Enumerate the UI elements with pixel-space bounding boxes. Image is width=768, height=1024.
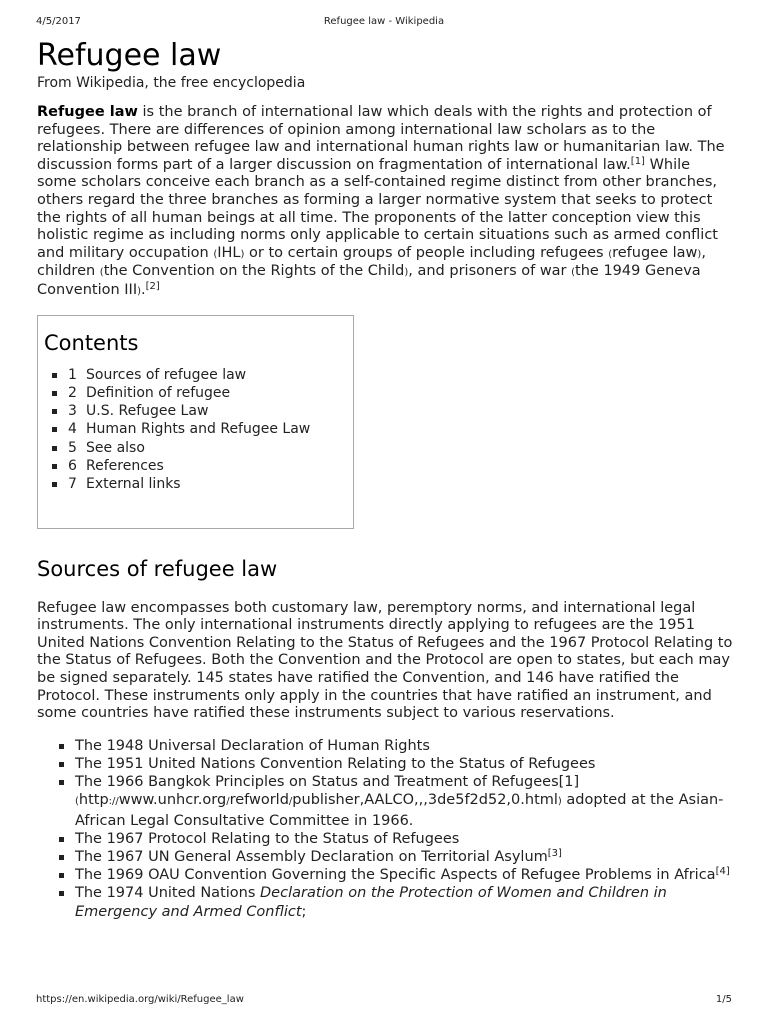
paren-close: ) <box>404 267 409 279</box>
list-item-italic[interactable]: Declaration on the Protection of Women and Children in Emergency and Armed Conflict <box>75 885 667 920</box>
intro-text-4: , children <box>37 244 706 280</box>
list-item[interactable]: The 1967 Protocol Relating to the Status of Refugees <box>75 830 733 848</box>
list-item-suffix: ; <box>301 903 307 920</box>
toc-item-see-also[interactable] <box>68 439 353 457</box>
reference-link-4[interactable]: [4] <box>715 866 730 878</box>
section-heading-sources: Sources of refugee law <box>37 556 278 581</box>
list-item <box>75 866 733 884</box>
url-part[interactable]: publisher,AALCO,,,3de5f2d52,0.html <box>292 792 558 809</box>
list-item-tail: adopted at the Asian-African Legal Consultative Committee in 1966. <box>75 792 724 829</box>
toc-number: 7 <box>68 476 77 493</box>
tagline: From Wikipedia, the free encyclopedia <box>37 75 306 91</box>
page-title: Refugee law <box>37 38 222 73</box>
list-item-text[interactable]: The 1967 UN General Assembly Declaration on Territorial Asylum <box>75 848 548 865</box>
url-separator: / <box>226 796 230 808</box>
url-part[interactable]: www.unhcr.org <box>118 792 227 809</box>
paren-close: ) <box>137 285 141 297</box>
sources-list <box>37 737 733 921</box>
paren-open: ( <box>99 267 104 279</box>
toc-number: 3 <box>68 403 77 420</box>
toc-label: Definition of refugee <box>86 384 231 401</box>
url-separator: / <box>288 796 293 808</box>
list-item-text[interactable]: The 1969 OAU Convention Governing the Specific Aspects of Refugee Problems in Africa <box>75 867 716 884</box>
toc-label: Human Rights and Refugee Law <box>86 421 311 438</box>
toc-number: 1 <box>68 366 77 383</box>
print-date: 4/5/2017 <box>36 16 81 27</box>
toc-item-definition[interactable] <box>68 384 353 402</box>
reference-link-3[interactable]: [3] <box>547 847 562 859</box>
ihl-text: IHL <box>217 244 241 261</box>
paren-close: ) <box>697 248 702 260</box>
url-part[interactable]: http <box>78 792 109 809</box>
paren-open: ( <box>608 248 613 260</box>
toc-label: External links <box>86 476 181 493</box>
toc-number: 4 <box>68 421 77 438</box>
page-number: 1/5 <box>715 994 732 1005</box>
url-part[interactable]: refworld <box>229 792 289 809</box>
paren-close: ) <box>240 248 245 260</box>
toc-item-references[interactable] <box>68 457 353 475</box>
toc-label: U.S. Refugee Law <box>86 403 209 420</box>
toc-number: 5 <box>68 439 77 456</box>
refugee-law-text: refugee law <box>612 244 698 261</box>
intro-text-2: While some scholars conceive each branch as a self-contained regime distinct from other branches, others regard the three branches as forming a larger normative system that seeks to protect the rights of all human beings at all time. The proponents of the latter conception view this holistic regime as including norms only applicable to certain situations such as armed conflict and military occupation <box>37 156 718 261</box>
list-item[interactable]: The 1951 United Nations Convention Relating to the Status of Refugees <box>75 755 733 773</box>
paren-open: ( <box>213 248 218 260</box>
print-page-title: Refugee law - Wikipedia <box>323 16 445 27</box>
reference-link-1[interactable]: [1] <box>630 155 645 167</box>
print-url: https://en.wikipedia.org/wiki/Refugee_law <box>36 994 244 1005</box>
paren-open: ( <box>75 796 79 808</box>
section-divider <box>37 588 733 589</box>
list-item <box>75 848 733 866</box>
toc-item-sources[interactable] <box>68 366 353 384</box>
list-item-prefix: The 1974 United Nations <box>75 885 261 902</box>
geneva-text: the 1949 Geneva Convention III <box>37 263 701 298</box>
intro-text-1: is the branch of international law which deals with the rights and protection of refugees. There are differences of opinion among international law scholars as to the relationship between refugee law and international human rights law or humanitarian law. The discussion forms part of a larger discussion on fragmentation of international law. <box>37 104 725 173</box>
toc-item-us-law[interactable] <box>68 402 353 420</box>
paren-close: ) <box>557 796 562 808</box>
toc-list <box>44 366 353 494</box>
url-separator: :// <box>108 796 119 808</box>
intro-text-3: or to certain groups of people including refugees <box>244 244 609 261</box>
list-item <box>75 773 733 830</box>
list-item <box>75 884 733 920</box>
intro-bold-term: Refugee law <box>37 104 138 120</box>
toc-label: References <box>86 458 164 475</box>
toc-number: 6 <box>68 458 77 475</box>
crc-text: the Convention on the Rights of the Child <box>103 263 405 280</box>
toc-number: 2 <box>68 384 77 401</box>
toc-label: See also <box>86 439 145 456</box>
intro-paragraph <box>37 104 733 301</box>
list-item-text[interactable]: The 1966 Bangkok Principles on Status and Treatment of Refugees[1] <box>75 774 580 791</box>
paren-open: ( <box>571 267 576 279</box>
sources-paragraph: Refugee law encompasses both customary law, peremptory norms, and international legal instruments. The only international instruments directly applying to refugees are the 1951 United Nations Convention Relating to the Status of Refugees and the 1967 Protocol Relating to the Status of Refugees. Both the Convention and the Protocol are open to states, but each may be signed separately. 145 states have ratified the Convention, and 146 have ratified the Protocol. These instruments only apply in the countries that have ratified an instrument, and some countries have ratified these instruments subject to various reservations. <box>37 599 733 722</box>
article-content <box>37 38 733 921</box>
toc-item-human-rights[interactable] <box>68 420 353 438</box>
toc-label: Sources of refugee law <box>86 366 247 383</box>
list-item[interactable]: The 1948 Universal Declaration of Human Rights <box>75 737 733 755</box>
toc-title: Contents <box>44 330 139 355</box>
intro-text-5: , and prisoners of war <box>408 263 572 280</box>
toc-item-external-links[interactable] <box>68 475 353 493</box>
reference-link-2[interactable]: [2] <box>145 280 160 292</box>
table-of-contents <box>37 315 354 529</box>
intro-text-6: . <box>141 281 146 298</box>
